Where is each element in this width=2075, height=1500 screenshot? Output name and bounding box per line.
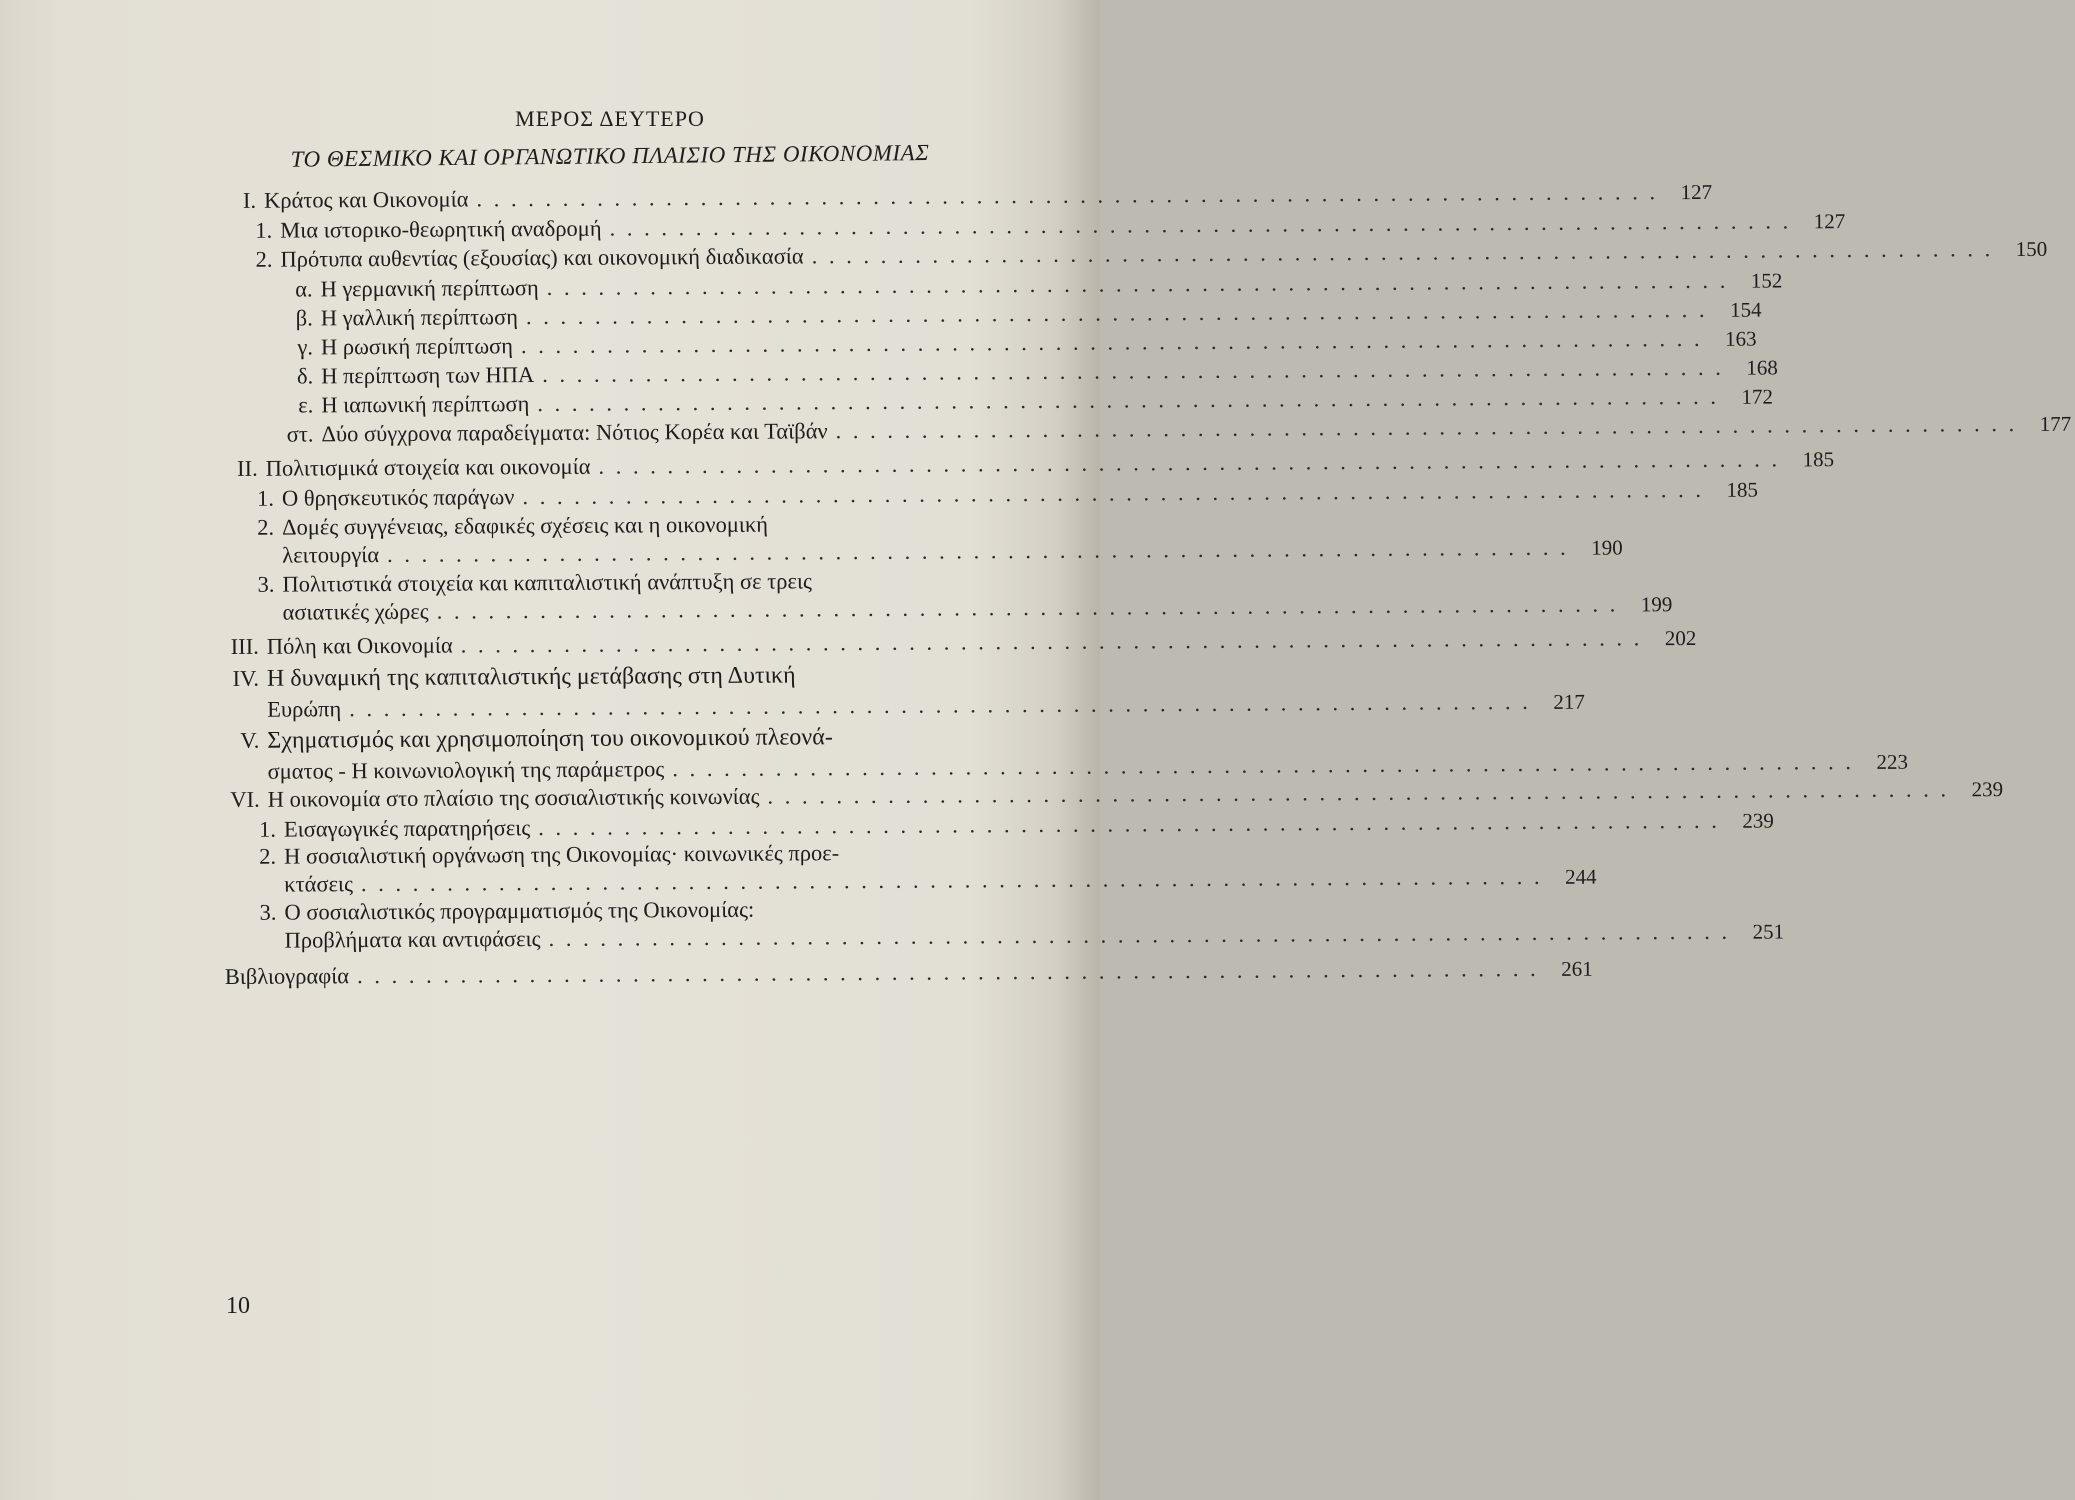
dot-leader: . . . . . . . . . . . . . . . . . . . . . . . . . . . . . . . . . . . . . . . . . . . . . . . . . . . . . . . . . . . . . . . . . . . . .	[811, 236, 1994, 269]
toc-entry	[224, 807, 1774, 842]
toc-entry-title: Προβλήματα και αντιφάσεις	[284, 926, 541, 953]
toc-entry-number: I.	[242, 187, 257, 213]
toc-entry-number: 2.	[257, 514, 275, 540]
toc-entry-number: 1.	[256, 485, 274, 511]
toc-entry-title: Η γαλλική περίπτωση	[320, 304, 519, 331]
toc-page-number: 152	[1750, 268, 1783, 293]
toc-page-number: 127	[1680, 179, 1713, 205]
toc-entry	[220, 208, 1846, 243]
dot-leader: . . . . . . . . . . . . . . . . . . . . . . . . . . . . . . . . . . . . . . . . . . . . . . . . . . . . . . . . . . . . . . . . . . . . .	[835, 411, 2018, 444]
toc-entry-title: Η ρωσική περίπτωση	[320, 333, 514, 360]
toc-entry	[223, 661, 1585, 722]
dot-leader: . . . . . . . . . . . . . . . . . . . . . . . . . . . . . . . . . . . . . . . . . . . . . . . . . . . . . . . . . . . . . . . . . . . . .	[672, 749, 1854, 782]
toc-entry	[220, 179, 1713, 213]
toc-entry-number: 2.	[255, 246, 273, 272]
dot-leader: . . . . . . . . . . . . . . . . . . . . . . . . . . . . . . . . . . . . . . . . . . . . . . . . . . . . . . . . . . . . . . . . . . . . .	[538, 807, 1720, 841]
toc-entry-title: Η ιαπωνική περίπτωση	[321, 391, 530, 418]
toc-entry-title: σματος - Η κοινωνιολογική της παράμετρος	[267, 756, 665, 784]
dot-leader: . . . . . . . . . . . . . . . . . . . . . . . . . . . . . . . . . . . . . . . . . . . . . . . . . . . . . . . . . . . . . . . . . . . . .	[520, 325, 1703, 359]
toc-entry-number: 1.	[255, 217, 273, 243]
toc-entry-title: κτάσεις	[284, 871, 354, 897]
toc-entry	[224, 955, 1593, 989]
toc-entry-title: Ο σοσιαλιστικός προγραμματισμός της Οικονομίας:	[284, 896, 755, 925]
dot-leader: . . . . . . . . . . . . . . . . . . . . . . . . . . . . . . . . . . . . . . . . . . . . . . . . . . . . . . . . . . . . . . . . . . . . .	[548, 918, 1731, 952]
toc-page-number: 190	[1591, 535, 1623, 560]
toc-page-number: 261	[1561, 956, 1593, 981]
toc-page-number: 177	[2039, 411, 2072, 436]
toc-page-number: 244	[1565, 864, 1597, 889]
toc-entry-number: V.	[240, 727, 260, 753]
toc-entry-number: 2.	[259, 843, 277, 869]
dot-leader: . . . . . . . . . . . . . . . . . . . . . . . . . . . . . . . . . . . . . . . . . . . . . . . . . . . . . . . . . . . . . . . . . . . . .	[460, 625, 1643, 658]
toc-entry-title: Βιβλιογραφία	[224, 963, 350, 989]
table-of-contents	[220, 179, 2072, 989]
toc-entry-title: Ο θρησκευτικός παράγων	[281, 484, 515, 511]
toc-entry-title: Η σοσιαλιστική οργάνωση της Οικονομίας· κοινωνικές προε-	[284, 840, 840, 869]
toc-page-number: 185	[1726, 477, 1759, 502]
toc-entry-number: 1.	[258, 816, 276, 842]
dot-leader: . . . . . . . . . . . . . . . . . . . . . . . . . . . . . . . . . . . . . . . . . . . . . . . . . . . . . . . . . . . . . . . . . . . . .	[360, 863, 1543, 897]
toc-entry	[223, 723, 1908, 784]
dot-leader: . . . . . . . . . . . . . . . . . . . . . . . . . . . . . . . . . . . . . . . . . . . . . . . . . . . . . . . . . . . . . . . . . . . . .	[522, 476, 1705, 510]
toc-entry-number: στ.	[286, 421, 314, 447]
part-title: ΜΕΡΟΣ ΔΕΥΤΕΡΟ	[515, 106, 705, 131]
toc-page-number: 223	[1876, 749, 1908, 774]
toc-entry-number: II.	[237, 455, 258, 481]
toc-entry-title: Ευρώπη	[267, 696, 342, 722]
page-number: 10	[226, 1293, 250, 1319]
dot-leader: . . . . . . . . . . . . . . . . . . . . . . . . . . . . . . . . . . . . . . . . . . . . . . . . . . . . . . . . . . . . . . . . . . . . .	[546, 267, 1729, 301]
toc-entry-number: 3.	[259, 899, 277, 925]
dot-leader: . . . . . . . . . . . . . . . . . . . . . . . . . . . . . . . . . . . . . . . . . . . . . . . . . . . . . . . . . . . . . . . . . . . . .	[525, 296, 1708, 330]
toc-entry	[222, 476, 1759, 511]
toc-page-number: 150	[2015, 236, 2048, 262]
toc-entry-number: 3.	[257, 571, 275, 597]
toc-entry-number: δ.	[296, 363, 314, 389]
toc-entry-title: Πολιτισμικά στοιχεία και οικονομία	[265, 453, 591, 481]
dot-leader: . . . . . . . . . . . . . . . . . . . . . . . . . . . . . . . . . . . . . . . . . . . . . . . . . . . . . . . . . . . . . . . . . . . . .	[767, 776, 1950, 809]
part-subtitle: ΤΟ ΘΕΣΜΙΚΟ ΚΑΙ ΟΡΓΑΝΩΤΙΚΟ ΠΛΑΙΣΙΟ ΤΗΣ ΟΙΚΟΝΟΜΙΑΣ	[290, 140, 930, 172]
dot-leader: . . . . . . . . . . . . . . . . . . . . . . . . . . . . . . . . . . . . . . . . . . . . . . . . . . . . . . . . . . . . . . . . . . . . .	[537, 383, 1720, 417]
toc-entry-title: Μια ιστορικο-θεωρητική αναδρομή	[280, 215, 602, 243]
dot-leader: . . . . . . . . . . . . . . . . . . . . . . . . . . . . . . . . . . . . . . . . . . . . . . . . . . . . . . . . . . . . . . . . . . . . .	[609, 208, 1792, 241]
toc-entry-title: Εισαγωγικές παρατηρήσεις	[283, 815, 531, 842]
dot-leader: . . . . . . . . . . . . . . . . . . . . . . . . . . . . . . . . . . . . . . . . . . . . . . . . . . . . . . . . . . . . . . . . . . . . .	[387, 534, 1569, 567]
toc-entry-number: IV.	[232, 665, 260, 691]
toc-entry-number: ε.	[298, 392, 314, 418]
toc-entry-title: Η οικονομία στο πλαίσιο της σοσιαλιστικής κοινωνίας	[267, 783, 760, 812]
toc-page-number: 217	[1553, 689, 1585, 714]
dot-leader: . . . . . . . . . . . . . . . . . . . . . . . . . . . . . . . . . . . . . . . . . . . . . . . . . . . . . . . . . . . . . . . . . . . . .	[542, 354, 1724, 388]
toc-entry-number: α.	[295, 276, 313, 302]
toc-entry-title: Πρότυπα αυθεντίας (εξουσίας) και οικονομική διαδικασία	[280, 243, 804, 272]
toc-entry-title: Δύο σύγχρονα παραδείγματα: Νότιος Κορέα και Ταϊβάν	[321, 418, 828, 447]
toc-page-number: 154	[1729, 297, 1762, 322]
toc-entry	[222, 446, 1835, 481]
toc-page-number: 127	[1813, 209, 1846, 234]
toc-page-number: 251	[1752, 919, 1785, 944]
toc-entry-number: III.	[230, 633, 259, 659]
toc-entry-number: VI.	[230, 786, 260, 812]
toc-page-number: 168	[1746, 355, 1778, 380]
toc-page-number: 202	[1664, 625, 1697, 651]
toc-entry-title: λειτουργία	[282, 542, 380, 568]
dot-leader: . . . . . . . . . . . . . . . . . . . . . . . . . . . . . . . . . . . . . . . . . . . . . . . . . . . . . . . . . . . . . . . . . . . . .	[476, 179, 1659, 212]
toc-entry-title: Η γερμανική περίπτωση	[320, 275, 539, 302]
toc-page-number: 199	[1640, 592, 1673, 617]
toc-entry-title: Δομές συγγένειας, εδαφικές σχέσεις και η οικονομική	[281, 511, 769, 540]
toc-entry-title: ασιατικές χώρες	[282, 598, 429, 625]
dot-leader: . . . . . . . . . . . . . . . . . . . . . . . . . . . . . . . . . . . . . . . . . . . . . . . . . . . . . . . . . . . . . . . . . . . . .	[598, 446, 1781, 479]
dot-leader: . . . . . . . . . . . . . . . . . . . . . . . . . . . . . . . . . . . . . . . . . . . . . . . . . . . . . . . . . . . . . . . . . . . . .	[436, 591, 1619, 624]
toc-entry	[223, 625, 1697, 659]
dot-leader: . . . . . . . . . . . . . . . . . . . . . . . . . . . . . . . . . . . . . . . . . . . . . . . . . . . . . . . . . . . . . . . . . . . . .	[356, 955, 1539, 989]
toc-page-number: 163	[1725, 326, 1757, 351]
toc-page-number: 239	[1971, 777, 2004, 802]
toc-entry-title: Η δυναμική της καπιταλιστικής μετάβασης στη Δυτική	[266, 662, 796, 692]
toc-entry	[221, 267, 1783, 302]
toc-entry-title: Κράτος και Οικονομία	[263, 186, 469, 213]
toc-page-number: 185	[1802, 447, 1835, 472]
toc-entry-number: β.	[295, 305, 313, 331]
dot-leader: . . . . . . . . . . . . . . . . . . . . . . . . . . . . . . . . . . . . . . . . . . . . . . . . . . . . . . . . . . . . . . . . . . . . .	[349, 689, 1531, 722]
toc-entry-title: Η περίπτωση των ΗΠΑ	[321, 362, 535, 389]
toc-entry-number: γ.	[297, 334, 314, 360]
toc-entry-title: Σχηματισμός και χρησιμοποίηση του οικονομικού πλεονά-	[267, 724, 833, 754]
toc-page-number: 239	[1742, 808, 1774, 833]
toc-entry-title: Πολιτιστικά στοιχεία και καπιταλιστική ανάπτυξη σε τρεις	[282, 568, 812, 597]
toc-entry-title: Πόλη και Οικονομία	[266, 632, 453, 659]
toc-page-number: 172	[1741, 384, 1774, 409]
